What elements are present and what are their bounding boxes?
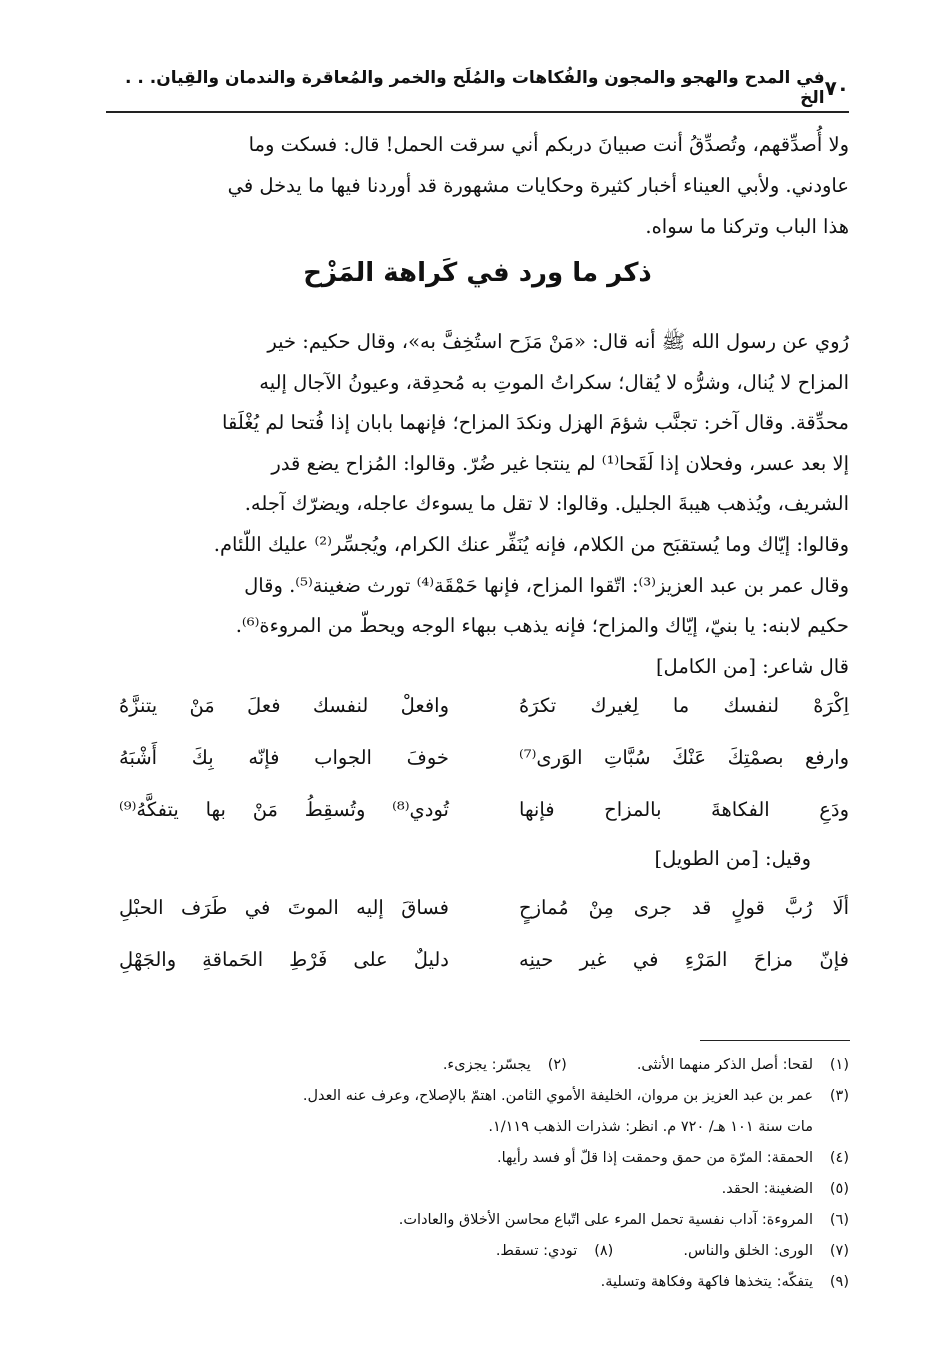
second-hemistich: دليلٌ على فَرْطِ الحَماقةِ والجَهْلِ [119,948,449,971]
footnotes [106,1050,849,1298]
page-number: ٧٠ [824,76,849,100]
page-header [110,68,849,108]
footnote-number: (٨) [594,1243,614,1259]
footnote-number: (٤) [829,1150,849,1166]
text-line: وقالوا: إيّاك وما يُستقبَح من الكلام، فإنه يُنَفِّر عنك الكرام، ويُجسِّر⁽²⁾ عليك اللّئام. [213,532,849,556]
footnote-text: عمر بن عبد العزيز بن مروان، الخليفة الأموي الثامن. اهتمّ بالإصلاح، وعرف عنه العدل. [302,1088,813,1104]
intro-paragraph [106,124,849,247]
footnote-row [106,1143,849,1174]
verse-line [106,694,849,746]
text-line: هذا الباب وتركنا ما سواه. [645,215,849,238]
footnote-number: (٢) [547,1057,567,1073]
footnote-text: تودي: تسقط. [495,1243,578,1259]
footnote-row [106,1081,849,1112]
text-line: حكيم لابنه: يا بنيّ، إيّاك والمزاح؛ فإنه يذهب ببهاء الوجه ويحطّ من المروءة⁽⁶⁾. [235,614,849,638]
poem-kamil [106,694,849,850]
footnote-text: الضغينة: الحقد. [721,1181,813,1197]
footnote-text: يجسّر: يجزىء. [442,1057,531,1073]
text-line: الشريف، ويُذهب هيبةَ الجليل. وقالوا: لا تقل ما يسوءك عاجله، ويضرّك آجله. [244,492,849,516]
running-title: في المدح والهجو والمجون والفُكاهات والمُلَح والخمر والمُعاقرة والندمان والقِيان. . . الخ [124,68,825,108]
footnote-text: يتفكّه: يتخذها فاكهة وفكاهة وتسلية. [600,1274,813,1290]
text-line: وقال عمر بن عبد العزيز⁽³⁾: اتّقوا المزاح، فإنها حَمْقَة⁽⁴⁾ تورث ضغينة⁽⁵⁾. وقال [244,573,849,597]
text-line: المزاح لا يُنال، وشرُّه لا يُقال؛ سكراتُ الموتِ به مُحدِقة، وعيونُ الآجال إليه [259,370,849,394]
text-line: محدِّقة. وقال آخر: تجنَّب شؤمَ الهزل ونكدَ المزاح؛ فإنهما بابان إذا فُتحا لم يُغْلَقا [222,411,849,435]
verse-line [106,896,849,948]
footnote-number: (٦) [829,1212,849,1228]
header-divider [106,111,849,113]
footnote-divider [700,1040,850,1041]
first-hemistich: ألَا رُبَّ قولٍ قد جرى مِنْ مُمازحٍ [519,896,849,919]
second-hemistich: خوفَ الجواب فإنّه بِكَ أَشْبَهُ [119,746,449,769]
poem-intro-tawil: وقيل: [من الطويل] [654,847,811,870]
first-hemistich: فإنّ مزاحَ المَرْءِ في غير حينِه [519,948,849,971]
text-line: ولا أُصدِّقهم، وتُصدِّقُ أنت صبيانَ دربكم أني سرقت الحمل! قال: فسكت وما [248,133,849,156]
poem-tawil [106,896,849,1000]
footnote-text: لقحا: أصل الذكر منهما الأنثى. [636,1057,813,1073]
first-hemistich: وارفع بصمْتِكَ عَنْكَ سُبَّاتِ الوَرى⁽⁷⁾ [519,746,849,769]
text-line: رُوي عن رسول الله ﷺ أنه قال: «مَنْ مَزَح استُخِفَّ به»، وقال حكيم: خير [267,330,849,353]
first-hemistich: ودَعِ الفكاهةَ بالمزاح فإنها [519,798,849,821]
footnote-row [106,1174,849,1205]
poem-intro: قال شاعر: [من الكامل] [655,654,849,678]
footnote-row [106,1205,849,1236]
footnote-row [106,1267,849,1298]
footnote-continuation: مات سنة ١٠١ هـ/ ٧٢٠ م. انظر: شذرات الذهب ١/١١٩. [488,1119,813,1135]
footnote-number: (٧) [829,1243,849,1259]
footnote-text: الورى: الخلق والناس. [683,1243,813,1259]
first-hemistich: اِكْرَهْ لنفسك ما لِغيرك تكرَهُ [519,694,849,717]
footnote-number: (٩) [829,1274,849,1290]
footnote-number: (٥) [829,1181,849,1197]
main-paragraph [106,322,849,687]
footnote-row [106,1050,849,1081]
second-hemistich: وافعلْ لنفسك فعلَ مَنْ يتنزَّهُ [119,694,449,717]
footnote-row [106,1236,849,1267]
text-line: عاودني. ولأبي العيناء أخبار كثيرة وحكايات مشهورة قد أوردنا فيها ما يدخل في [227,174,849,197]
section-title: ذكر ما ورد في كَراهة المَزْح [303,258,652,288]
second-hemistich: فساقَ إليه الموتَ في طَرَف الحبْلِ [119,896,449,919]
verse-line [106,798,849,850]
second-hemistich: تُودي⁽⁸⁾ وتُسقِطُ مَنْ بها يتفكَّهُ⁽⁹⁾ [119,798,449,821]
footnote-text: المروءة: آداب نفسية تحمل المرء على اتّباع محاسن الأخلاق والعادات. [398,1212,813,1228]
verse-line [106,746,849,798]
text-line: إلا بعد عسر، وفحلان إذا لَقَحا⁽¹⁾ لم ينتجا غير ضُرّ. وقالوا: المُزاح يضع قدر [271,451,849,475]
verse-line [106,948,849,1000]
footnote-number: (١) [829,1057,849,1073]
footnote-text: الحمقة: المرّة من حمق وحمقت إذا قلّ أو فسد رأيها. [497,1150,813,1166]
footnote-number: (٣) [829,1088,849,1104]
